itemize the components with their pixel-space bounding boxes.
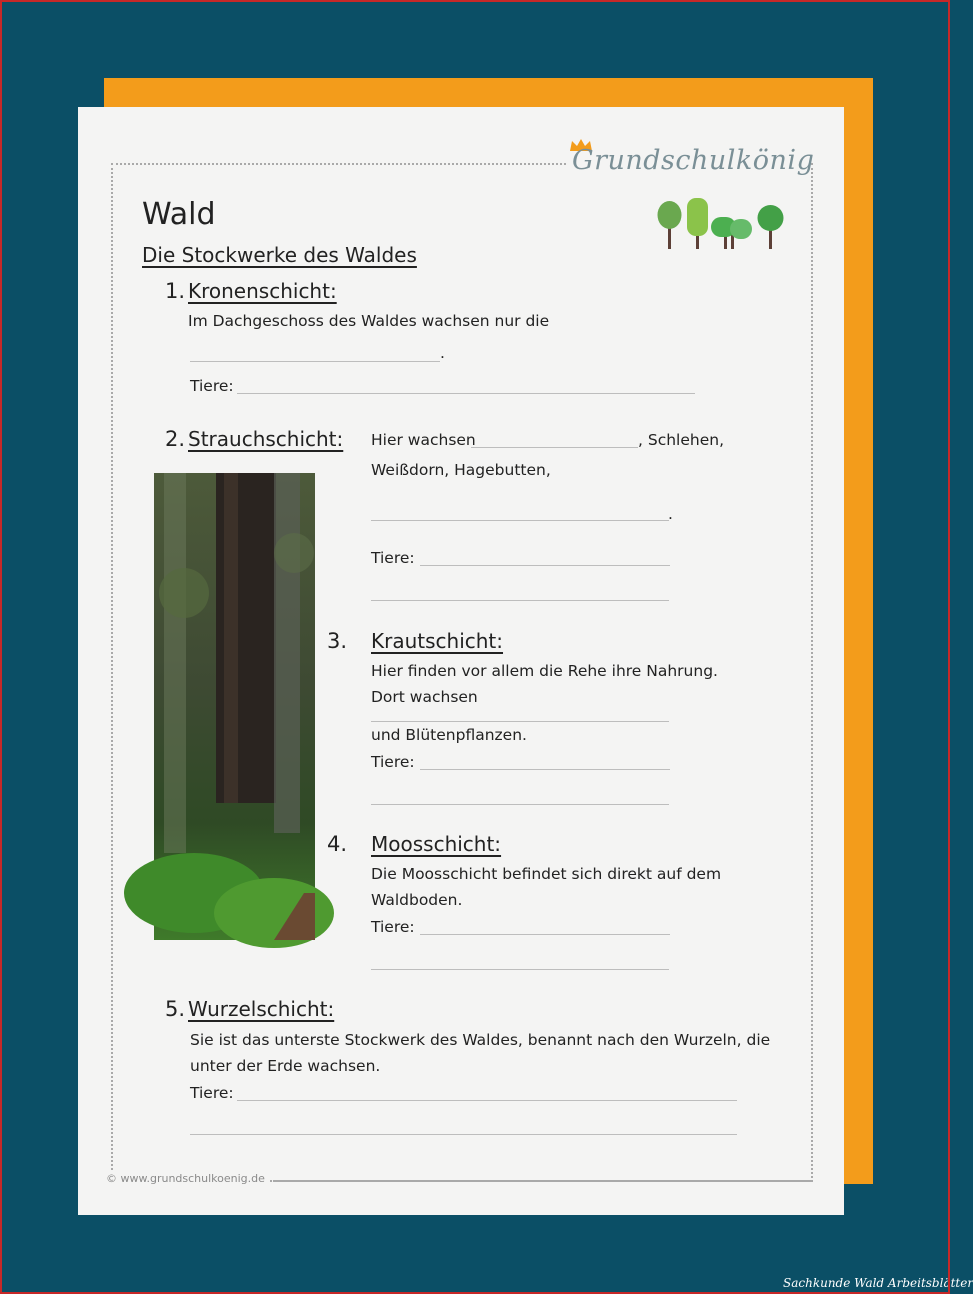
page-subtitle: Die Stockwerke des Waldes (142, 243, 417, 267)
section-1-number: 1. (165, 279, 186, 303)
answer-line[interactable] (190, 1134, 737, 1135)
section-4-number: 4. (327, 832, 348, 856)
section-3-number: 3. (327, 629, 348, 653)
answer-line[interactable] (420, 934, 670, 935)
section-5-text: Sie ist das unterste Stockwerk des Waldes, benannt nach den Wurzeln, die (190, 1031, 771, 1049)
page-title: Wald (142, 197, 216, 232)
section-4-text: Die Moosschicht befindet sich direkt auf dem (371, 865, 722, 883)
answer-line[interactable] (190, 361, 440, 362)
dotted-border-bottom (270, 1180, 811, 1182)
section-5-text-2: unter der Erde wachsen. (190, 1057, 381, 1075)
section-4-animals-label: Tiere: (371, 918, 415, 936)
section-3-text-3: und Blütenpflanzen. (371, 726, 527, 744)
answer-line[interactable] (371, 969, 669, 970)
section-5-animals-label: Tiere: (190, 1084, 234, 1102)
section-1-animals-label: Tiere: (190, 377, 234, 395)
footer-website: © www.grundschulkoenig.de (106, 1172, 265, 1185)
section-2-animals-label: Tiere: (371, 549, 415, 567)
answer-line[interactable] (420, 769, 670, 770)
section-1-heading: Kronenschicht: (188, 279, 337, 303)
forest-photo (154, 473, 315, 940)
answer-line[interactable] (371, 600, 669, 601)
answer-line[interactable] (371, 804, 669, 805)
answer-line[interactable] (371, 721, 669, 722)
answer-line[interactable] (237, 1100, 737, 1101)
section-5-heading: Wurzelschicht: (188, 997, 335, 1021)
section-5-number: 5. (165, 997, 186, 1021)
brand-logo: Grundschulkönig (572, 145, 815, 176)
section-3-animals-label: Tiere: (371, 753, 415, 771)
trees-icon (654, 193, 790, 253)
section-2-text: Hier wachsen (371, 431, 476, 449)
section-2-period: . (668, 505, 673, 523)
section-4-heading: Moosschicht: (371, 832, 502, 856)
dotted-border-top (111, 163, 566, 165)
section-2-heading: Strauchschicht: (188, 427, 344, 451)
section-3-text: Hier finden vor allem die Rehe ihre Nahrung. (371, 662, 718, 680)
answer-line[interactable] (237, 393, 695, 394)
section-1-period: . (440, 344, 445, 362)
section-2-text-cont: , Schlehen, (638, 431, 724, 449)
answer-line[interactable] (471, 447, 638, 448)
answer-line[interactable] (420, 565, 670, 566)
section-3-text-2: Dort wachsen (371, 688, 478, 706)
section-4-text-2: Waldboden. (371, 891, 463, 909)
section-3-heading: Krautschicht: (371, 629, 504, 653)
answer-line[interactable] (371, 520, 669, 521)
section-2-text-2: Weißdorn, Hagebutten, (371, 461, 551, 479)
section-1-text: Im Dachgeschoss des Waldes wachsen nur die (188, 312, 550, 330)
image-caption: Sachkunde Wald Arbeitsblätter (783, 1276, 973, 1290)
section-2-number: 2. (165, 427, 186, 451)
